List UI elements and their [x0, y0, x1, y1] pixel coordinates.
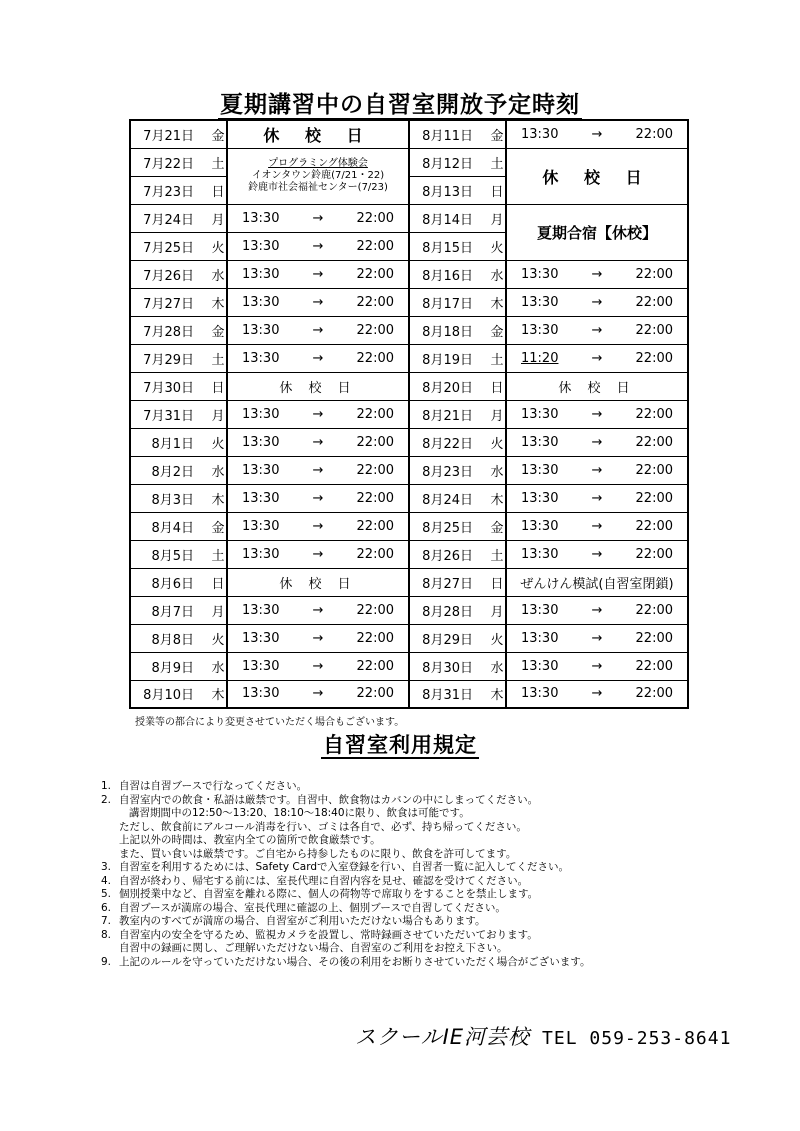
weekday-cell: 木	[489, 680, 506, 708]
close-time: 22:00	[356, 322, 394, 338]
weekday-cell: 水	[489, 456, 506, 484]
date-cell: 8月1日	[130, 428, 210, 456]
weekday-cell: 水	[210, 652, 227, 680]
hours-cell	[227, 624, 409, 652]
arrow-icon: →	[312, 294, 324, 310]
weekday-cell: 月	[489, 596, 506, 624]
date-cell: 8月29日	[409, 624, 489, 652]
weekday-cell: 日	[210, 176, 227, 204]
rule-item: 7. 教室内のすべてが満席の場合、自習室がご利用いただけない場合もあります。	[101, 915, 486, 927]
open-time: 13:30	[242, 518, 280, 534]
hours-cell	[506, 260, 688, 288]
time-range	[228, 211, 408, 226]
open-time: 13:30	[242, 350, 280, 366]
arrow-icon: →	[312, 462, 324, 478]
close-time: 22:00	[356, 490, 394, 506]
time-range	[507, 686, 687, 701]
rule-item: 2. 自習室内での飲食・私語は厳禁です。自習中、飲食物はカバンの中にしまってください。	[101, 793, 539, 806]
table-row	[130, 484, 688, 512]
time-range	[228, 686, 408, 701]
time-range	[228, 463, 408, 478]
rule-item: 6. 自習ブースが満席の場合、室長代理に確認の上、個別ブースで自習してください。	[101, 901, 506, 914]
date-cell: 8月15日	[409, 232, 489, 260]
weekday-cell: 水	[210, 260, 227, 288]
weekday-cell: 木	[210, 680, 227, 708]
close-time: 22:00	[635, 658, 673, 674]
open-time: 13:30	[242, 238, 280, 254]
weekday-cell: 木	[489, 484, 506, 512]
hours-cell	[506, 624, 688, 652]
open-time: 13:30	[521, 434, 559, 450]
table-row	[130, 400, 688, 428]
rule-item: 8. 自習室内の安全を守るため、監視カメラを設置し、常時録画させていただいております。	[101, 928, 538, 941]
date-cell: 8月27日	[409, 568, 489, 596]
hours-cell	[227, 428, 409, 456]
table-row	[130, 596, 688, 624]
open-time: 13:30	[242, 602, 280, 618]
open-time: 13:30	[521, 658, 559, 674]
open-time: 13:30	[242, 462, 280, 478]
table-row	[130, 652, 688, 680]
open-time: 13:30	[242, 406, 280, 422]
event-venue: イオンタウン鈴鹿(7/21・22)	[251, 170, 385, 181]
weekday-cell: 火	[210, 232, 227, 260]
date-cell: 8月5日	[130, 540, 210, 568]
weekday-cell: 土	[210, 148, 227, 176]
close-time: 22:00	[356, 350, 394, 366]
hours-cell	[506, 540, 688, 568]
date-cell: 8月9日	[130, 652, 210, 680]
weekday-cell: 金	[489, 512, 506, 540]
arrow-icon: →	[591, 630, 603, 646]
table-row	[130, 512, 688, 540]
date-cell: 7月22日	[130, 148, 210, 176]
time-range	[228, 547, 408, 562]
close-time: 22:00	[635, 518, 673, 534]
hours-cell	[506, 652, 688, 680]
table-row	[130, 120, 688, 148]
open-time: 13:30	[521, 126, 559, 142]
weekday-cell: 日	[489, 176, 506, 204]
date-cell: 8月7日	[130, 596, 210, 624]
close-time: 22:00	[356, 602, 394, 618]
date-cell: 8月10日	[130, 680, 210, 708]
date-cell: 8月21日	[409, 400, 489, 428]
close-time: 22:00	[635, 490, 673, 506]
school-name: スクールIE河芸校	[355, 1025, 531, 1049]
date-cell: 8月6日	[130, 568, 210, 596]
arrow-icon: →	[591, 490, 603, 506]
time-range	[228, 239, 408, 254]
time-range	[507, 547, 687, 562]
close-time: 22:00	[356, 658, 394, 674]
holiday-cell: 休 校 日	[506, 372, 688, 400]
date-cell: 8月22日	[409, 428, 489, 456]
weekday-cell: 金	[210, 512, 227, 540]
table-row	[130, 316, 688, 344]
time-range	[507, 519, 687, 534]
date-cell: 7月29日	[130, 344, 210, 372]
time-range	[228, 407, 408, 422]
close-time: 22:00	[635, 322, 673, 338]
weekday-cell: 火	[210, 624, 227, 652]
hours-cell	[227, 680, 409, 708]
weekday-cell: 水	[210, 456, 227, 484]
hours-cell	[506, 428, 688, 456]
time-range	[507, 603, 687, 618]
arrow-icon: →	[591, 602, 603, 618]
arrow-icon: →	[591, 518, 603, 534]
event-venue: 鈴鹿市社会福祉センター(7/23)	[248, 182, 388, 193]
table-row	[130, 680, 688, 708]
date-cell: 8月8日	[130, 624, 210, 652]
hours-cell	[227, 596, 409, 624]
rule-item: 3. 自習室を利用するためには、Safety Cardで入室登録を行い、自習者一覧に記入してください。	[101, 861, 569, 873]
hours-cell	[227, 540, 409, 568]
close-time: 22:00	[356, 630, 394, 646]
arrow-icon: →	[312, 546, 324, 562]
hours-cell	[506, 596, 688, 624]
weekday-cell: 金	[210, 316, 227, 344]
close-time: 22:00	[356, 518, 394, 534]
table-row	[130, 540, 688, 568]
arrow-icon: →	[312, 238, 324, 254]
date-cell: 8月17日	[409, 288, 489, 316]
open-time: 13:30	[521, 518, 559, 534]
arrow-icon: →	[591, 266, 603, 282]
time-range	[507, 295, 687, 310]
open-time: 13:30	[521, 406, 559, 422]
time-range	[228, 603, 408, 618]
rule-subline: 上記以外の時間は、教室内全ての箇所で飲食厳禁です。	[119, 834, 381, 846]
open-time: 13:30	[242, 210, 280, 226]
arrow-icon: →	[591, 434, 603, 450]
weekday-cell: 火	[489, 624, 506, 652]
hours-cell	[506, 316, 688, 344]
arrow-icon: →	[591, 686, 603, 702]
hours-cell	[227, 316, 409, 344]
hours-cell	[227, 232, 409, 260]
table-row	[130, 372, 688, 400]
time-range	[507, 659, 687, 674]
close-time: 22:00	[635, 350, 673, 366]
weekday-cell: 金	[210, 120, 227, 148]
table-row	[130, 428, 688, 456]
hours-cell	[506, 484, 688, 512]
schedule-table	[129, 119, 689, 709]
weekday-cell: 月	[489, 400, 506, 428]
open-time: 13:30	[521, 490, 559, 506]
weekday-cell: 木	[489, 288, 506, 316]
arrow-icon: →	[312, 406, 324, 422]
time-range	[228, 659, 408, 674]
open-time: 13:30	[521, 630, 559, 646]
date-cell: 8月14日	[409, 204, 489, 232]
hours-cell	[227, 288, 409, 316]
arrow-icon: →	[312, 210, 324, 226]
arrow-icon: →	[312, 434, 324, 450]
time-range	[228, 323, 408, 338]
open-time: 13:30	[521, 602, 559, 618]
open-time: 13:30	[242, 322, 280, 338]
close-time: 22:00	[356, 238, 394, 254]
hours-cell	[506, 120, 688, 148]
phone-number: TEL 059-253-8641	[542, 1028, 732, 1049]
weekday-cell: 土	[489, 540, 506, 568]
hours-cell	[227, 400, 409, 428]
arrow-icon: →	[591, 350, 603, 366]
table-row	[130, 624, 688, 652]
time-range	[228, 631, 408, 646]
hours-cell	[227, 456, 409, 484]
date-cell: 8月30日	[409, 652, 489, 680]
rule-item: 9. 上記のルールを守っていただけない場合、その後の利用をお断りさせていただく場合がございます。	[101, 955, 591, 968]
weekday-cell: 水	[489, 260, 506, 288]
date-cell: 8月4日	[130, 512, 210, 540]
time-range	[507, 127, 687, 142]
open-time: 13:30	[521, 322, 559, 338]
close-time: 22:00	[635, 602, 673, 618]
rule-item: 4. 自習が終わり、帰宅する前には、室長代理に自習内容を見せ、確認を受けてください。	[101, 874, 529, 887]
hours-cell	[506, 288, 688, 316]
open-time: 13:30	[242, 294, 280, 310]
page-title: 夏期講習中の自習室開放予定時刻	[220, 92, 580, 118]
open-time: 13:30	[521, 546, 559, 562]
open-time: 13:30	[242, 658, 280, 674]
close-time: 22:00	[635, 686, 673, 702]
close-time: 22:00	[635, 546, 673, 562]
date-cell: 7月21日	[130, 120, 210, 148]
hours-cell	[227, 204, 409, 232]
table-row	[130, 204, 688, 232]
rule-subline: 講習期間中の12:50～13:20、18:10～18:40に限り、飲食は可能です。	[129, 807, 470, 819]
weekday-cell: 日	[210, 372, 227, 400]
date-cell: 8月31日	[409, 680, 489, 708]
date-cell: 8月16日	[409, 260, 489, 288]
weekday-cell: 月	[210, 204, 227, 232]
arrow-icon: →	[312, 630, 324, 646]
close-time: 22:00	[356, 266, 394, 282]
time-range	[228, 295, 408, 310]
holiday-cell: 休 校 日	[506, 148, 688, 204]
open-time: 13:30	[521, 686, 559, 702]
time-range	[507, 631, 687, 646]
date-cell: 8月28日	[409, 596, 489, 624]
open-time: 13:30	[242, 546, 280, 562]
camp-cell: 夏期合宿【休校】	[506, 204, 688, 260]
close-time: 22:00	[635, 630, 673, 646]
rule-subline: 自習中の録画に関し、ご理解いただけない場合、自習室のご利用をお控え下さい。	[119, 942, 508, 954]
rule-item: 1. 自習は自習ブースで行なってください。	[101, 780, 308, 792]
hours-cell	[227, 260, 409, 288]
weekday-cell: 土	[489, 344, 506, 372]
date-cell: 7月25日	[130, 232, 210, 260]
holiday-cell: 休 校 日	[227, 120, 409, 148]
arrow-icon: →	[591, 126, 603, 142]
holiday-cell: 休 校 日	[227, 372, 409, 400]
close-time: 22:00	[356, 686, 394, 702]
weekday-cell: 火	[489, 232, 506, 260]
date-cell: 8月2日	[130, 456, 210, 484]
close-time: 22:00	[635, 462, 673, 478]
close-time: 22:00	[356, 546, 394, 562]
date-cell: 8月13日	[409, 176, 489, 204]
rule-item: 5. 個別授業中など、自習室を離れる際に、個人の荷物等で席取りをすることを禁止します。	[101, 888, 539, 900]
date-cell: 8月23日	[409, 456, 489, 484]
open-time: 13:30	[521, 266, 559, 282]
date-cell: 8月24日	[409, 484, 489, 512]
date-cell: 7月28日	[130, 316, 210, 344]
table-row	[130, 288, 688, 316]
change-note: 授業等の都合により変更させていただく場合もございます。	[135, 717, 405, 728]
time-range	[507, 323, 687, 338]
date-cell: 8月26日	[409, 540, 489, 568]
hours-cell	[227, 484, 409, 512]
rules-list	[101, 780, 741, 969]
hours-cell	[227, 344, 409, 372]
close-time: 22:00	[635, 266, 673, 282]
close-time: 22:00	[635, 434, 673, 450]
arrow-icon: →	[312, 686, 324, 702]
weekday-cell: 月	[210, 400, 227, 428]
arrow-icon: →	[591, 406, 603, 422]
mock-exam-cell: ぜんけん模試(自習室閉鎖)	[506, 568, 688, 596]
rule-subline: ただし、飲食前にアルコール消毒を行い、ゴミは各自で、必ず、持ち帰ってください。	[119, 820, 527, 833]
date-cell: 8月18日	[409, 316, 489, 344]
arrow-icon: →	[312, 490, 324, 506]
rules-title: 自習室利用規定	[323, 733, 477, 757]
weekday-cell: 月	[489, 204, 506, 232]
time-range	[507, 351, 687, 366]
time-range	[228, 491, 408, 506]
time-range	[507, 267, 687, 282]
hours-cell	[506, 456, 688, 484]
close-time: 22:00	[635, 294, 673, 310]
weekday-cell: 金	[489, 316, 506, 344]
hours-cell	[227, 512, 409, 540]
arrow-icon: →	[591, 658, 603, 674]
date-cell: 7月26日	[130, 260, 210, 288]
time-range	[228, 519, 408, 534]
date-cell: 7月30日	[130, 372, 210, 400]
weekday-cell: 火	[489, 428, 506, 456]
table-row	[130, 568, 688, 596]
arrow-icon: →	[312, 266, 324, 282]
weekday-cell: 木	[210, 288, 227, 316]
weekday-cell: 日	[210, 568, 227, 596]
date-cell: 8月19日	[409, 344, 489, 372]
event-cell	[227, 148, 409, 204]
weekday-cell: 金	[489, 120, 506, 148]
date-cell: 8月11日	[409, 120, 489, 148]
close-time: 22:00	[356, 210, 394, 226]
rule-subline: また、買い食いは厳禁です。ご自宅から持参したものに限り、飲食を許可してます。	[119, 847, 517, 860]
arrow-icon: →	[312, 658, 324, 674]
hours-cell	[227, 652, 409, 680]
time-range	[228, 267, 408, 282]
close-time: 22:00	[635, 126, 673, 142]
weekday-cell: 土	[210, 540, 227, 568]
date-cell: 7月31日	[130, 400, 210, 428]
weekday-cell: 日	[489, 568, 506, 596]
time-range	[507, 491, 687, 506]
open-time: 13:30	[242, 630, 280, 646]
footer	[355, 1021, 731, 1051]
close-time: 22:00	[356, 406, 394, 422]
table-row	[130, 344, 688, 372]
open-time: 11:20	[521, 350, 559, 366]
time-range	[228, 435, 408, 450]
hours-cell	[506, 344, 688, 372]
open-time: 13:30	[521, 462, 559, 478]
close-time: 22:00	[635, 406, 673, 422]
date-cell: 7月23日	[130, 176, 210, 204]
open-time: 13:30	[521, 294, 559, 310]
event-title: プログラミング体験会	[268, 158, 368, 169]
date-cell: 8月3日	[130, 484, 210, 512]
weekday-cell: 木	[210, 484, 227, 512]
weekday-cell: 土	[489, 148, 506, 176]
arrow-icon: →	[312, 350, 324, 366]
date-cell: 8月25日	[409, 512, 489, 540]
weekday-cell: 火	[210, 428, 227, 456]
arrow-icon: →	[312, 518, 324, 534]
date-cell: 7月24日	[130, 204, 210, 232]
open-time: 13:30	[242, 266, 280, 282]
close-time: 22:00	[356, 294, 394, 310]
hours-cell	[506, 400, 688, 428]
arrow-icon: →	[591, 462, 603, 478]
time-range	[228, 351, 408, 366]
table-row	[130, 260, 688, 288]
open-time: 13:30	[242, 434, 280, 450]
arrow-icon: →	[591, 322, 603, 338]
time-range	[507, 407, 687, 422]
date-cell: 8月12日	[409, 148, 489, 176]
table-row	[130, 148, 688, 176]
hours-cell	[506, 512, 688, 540]
arrow-icon: →	[591, 546, 603, 562]
close-time: 22:00	[356, 462, 394, 478]
weekday-cell: 土	[210, 344, 227, 372]
date-cell: 7月27日	[130, 288, 210, 316]
time-range	[507, 463, 687, 478]
hours-cell	[506, 680, 688, 708]
weekday-cell: 水	[489, 652, 506, 680]
arrow-icon: →	[591, 294, 603, 310]
open-time: 13:30	[242, 686, 280, 702]
weekday-cell: 月	[210, 596, 227, 624]
time-range	[507, 435, 687, 450]
arrow-icon: →	[312, 602, 324, 618]
close-time: 22:00	[356, 434, 394, 450]
date-cell: 8月20日	[409, 372, 489, 400]
weekday-cell: 日	[489, 372, 506, 400]
arrow-icon: →	[312, 322, 324, 338]
table-row	[130, 456, 688, 484]
holiday-cell: 休 校 日	[227, 568, 409, 596]
open-time: 13:30	[242, 490, 280, 506]
